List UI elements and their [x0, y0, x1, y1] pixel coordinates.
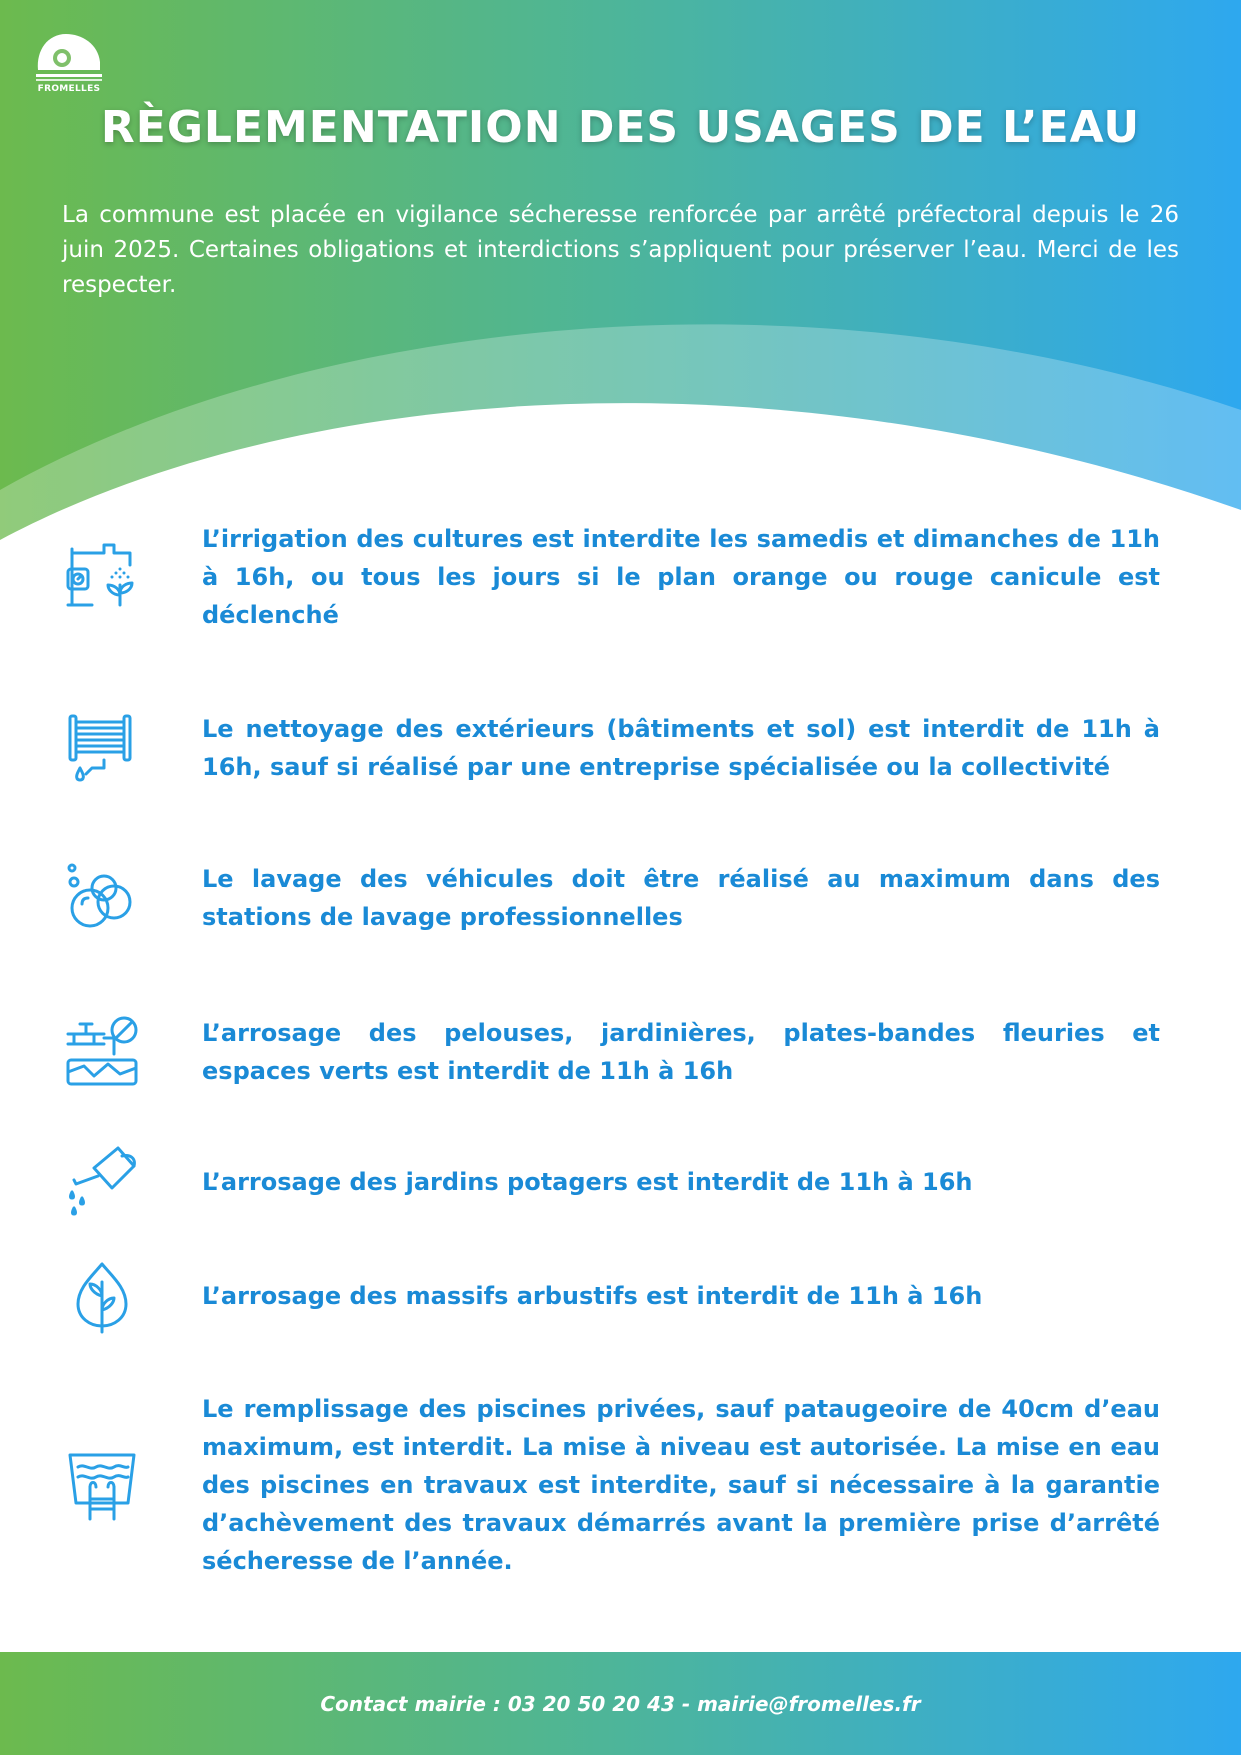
irrigation-icon [62, 539, 142, 615]
page-title: RÈGLEMENTATION DES USAGES DE L’EAU [100, 102, 1141, 153]
rule-item [62, 668, 1160, 828]
garden-tap-icon [62, 1014, 142, 1090]
town-logo [32, 26, 106, 100]
rule-item [62, 1216, 1150, 1376]
rule-text: L’irrigation des cultures est interdite les samedis et dimanches de 11h à 16h, ou tous les jours si le plan orange ou rouge canicule est déclenché [202, 525, 1160, 629]
rule-text: L’arrosage des massifs arbustifs est interdit de 11h à 16h [202, 1282, 983, 1310]
leaf-drop-icon [62, 1258, 142, 1334]
watering-can-icon [62, 1144, 142, 1220]
rule-text: Le lavage des véhicules doit être réalisé au maximum dans des stations de lavage professionnelles [202, 865, 1160, 931]
town-emblem-icon [32, 26, 106, 84]
rule-item [62, 1395, 1160, 1575]
rule-text: Le remplissage des piscines privées, sauf pataugeoire de 40cm d’eau maximum, est interdit. La mise à niveau est autorisée. La mise en eau des piscines en travaux est interdite, sauf si nécessaire à la garantie d’achèvement des travaux démarrés avant la première prise d’arrêté sécheresse de l’année. [202, 1395, 1160, 1575]
footer-bar [0, 1652, 1241, 1755]
rule-text: L’arrosage des jardins potagers est interdit de 11h à 16h [202, 1168, 973, 1196]
rule-text: L’arrosage des pelouses, jardinières, plates-bandes fleuries et espaces verts est interdit de 11h à 16h [202, 1019, 1160, 1085]
rule-item [62, 818, 1160, 978]
intro-paragraph: La commune est placée en vigilance sécheresse renforcée par arrêté préfectoral depuis le 26 juin 2025. Certaines obligations et interdictions s’appliquent pour préserver l’eau. Merci de les respecter. [62, 202, 1179, 298]
rule-item [62, 497, 1160, 657]
rule-text: Le nettoyage des extérieurs (bâtiments et sol) est interdit de 11h à 16h, sauf si réalisé par une entreprise spécialisée ou la collectivité [202, 715, 1160, 781]
hose-reel-icon [62, 710, 142, 786]
bubbles-icon [62, 860, 142, 936]
footer-contact: Contact mairie : 03 20 50 20 43 - mairie@fromelles.fr [320, 1691, 921, 1716]
logo-text: FROMELLES [37, 84, 101, 94]
pool-icon [62, 1447, 142, 1523]
